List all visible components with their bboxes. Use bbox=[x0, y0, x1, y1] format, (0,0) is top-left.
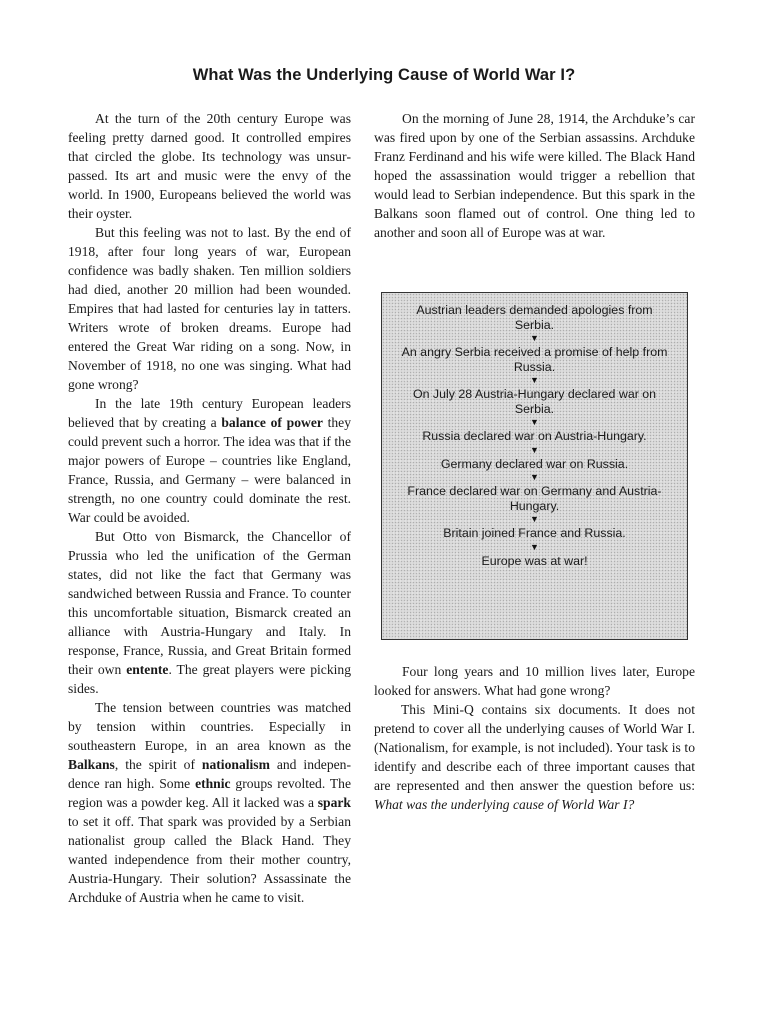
chain-of-events-flowchart bbox=[381, 292, 688, 640]
guiding-question: What was the underlying cause of World War I? bbox=[374, 797, 635, 812]
term-ethnic: ethnic bbox=[195, 776, 231, 791]
flowchart-step: Britain joined France and Russia. bbox=[443, 526, 626, 540]
page-title: What Was the Underlying Cause of World War I? bbox=[192, 66, 576, 84]
paragraph-intro: At the turn of the 20th century Europe was feeling pretty darned good. It controlled empires that circled the globe. Its technology was unsurpassed. Its art and music were the envy of the world. In 1900, Europeans believed the world was their oyster. bbox=[68, 111, 351, 221]
flowchart-step: An angry Serbia received a promise of help from Russia. bbox=[401, 345, 668, 374]
down-arrow-icon: ▼ bbox=[530, 375, 539, 385]
down-arrow-icon: ▼ bbox=[530, 417, 539, 427]
flowchart-step: On July 28 Austria-Hungary declared war on Serbia. bbox=[412, 387, 657, 416]
paragraph-answers: Four long years and 10 million lives later, Europe looked for answers. What had gone wrong? bbox=[374, 664, 695, 698]
term-balance-of-power: balance of power bbox=[221, 415, 323, 430]
term-balkans: Balkans bbox=[68, 757, 115, 772]
flowchart-step: Germany declared war on Russia. bbox=[440, 456, 629, 471]
term-nationalism: nationalism bbox=[201, 757, 270, 772]
paragraph-assassination: On the morning of June 28, 1914, the Archduke’s car was fired upon by one of the Serbian assassins. Archduke Franz Ferdinand and his wife were killed. The Black Hand hoped the assassination would trigger a rebellion that would lead to Serbian independence. But this spark in the Balkans soon flamed out of control. One thing led to another and soon all of Europe was at war. bbox=[374, 111, 695, 240]
down-arrow-icon: ▼ bbox=[530, 472, 539, 482]
flowchart-step: Europe was at war! bbox=[481, 553, 588, 568]
right-column bbox=[374, 109, 695, 242]
paragraph-bismarck: But Otto von Bismarck, the Chancellor of Prussia who led the unification of the German states, did not like the fact that Germany was sandwiched between Russia and France. To counter this uncomfortable situation, Bismarck created an alliance with Austria-Hungary and Italy. In response, France, Russia, and Great Britain formed their own entente. The great players were picking sides. bbox=[68, 529, 352, 696]
flowchart-step: France declared war on Germany and Austria-Hungary. bbox=[407, 484, 662, 513]
paragraph-balance-of-power: In the late 19th century European leaders believed that by creating a balance of power they could prevent such a horror. The idea was that if the major powers of Europe – countries like England, France, Russia, and Germany – were balanced in strength, no one country could dominate the rest. War could be avoided. bbox=[68, 396, 351, 525]
term-spark: spark bbox=[317, 795, 351, 810]
term-entente: entente bbox=[126, 662, 169, 677]
down-arrow-icon: ▼ bbox=[530, 444, 539, 455]
flowchart-step: Russia declared war on Austria-Hungary. bbox=[422, 429, 647, 443]
paragraph-mini-q-task: This Mini-Q contains six documents. It does not pretend to cover all the underlying causes of World War I. (Nationalism, for example, is not included). Your task is to identify and describe each of three important causes that are represented and then answer the question before us: What was the underlying cause of World War I? bbox=[374, 702, 695, 812]
paragraph-aftermath: But this feeling was not to last. By the end of 1918, after four long years of war, European confidence was badly shaken. Ten million soldiers had died, another 20 million had been wounded. Empires that had lasted for centuries lay in tatters. Writers wrote of broken dreams. Europe had entered the Great War riding on a song. Now, in November of 1918, no one was singing. What had gone wrong? bbox=[68, 225, 351, 392]
down-arrow-icon: ▼ bbox=[530, 514, 539, 524]
down-arrow-icon: ▼ bbox=[530, 541, 539, 552]
down-arrow-icon: ▼ bbox=[530, 333, 539, 343]
left-column bbox=[68, 109, 351, 907]
paragraph-balkans: The tension between countries was matched by tension within countries. Especially in southeastern Europe, in an area known as the Balkans, the spirit of nationalism and independence ran high. Some ethnic groups revolted. The region was a powder keg. All it lacked was a spark to set it off. That spark was provided by a Serbian nationalist group called the Black Hand. They wanted independence from their mother country, Austria-Hungary. Their solution? Assassinate the Archduke of Austria when he came to visit. bbox=[68, 700, 351, 905]
flowchart-step: Austrian leaders demanded apologies from Serbia. bbox=[416, 303, 653, 332]
right-column-lower bbox=[374, 662, 695, 814]
